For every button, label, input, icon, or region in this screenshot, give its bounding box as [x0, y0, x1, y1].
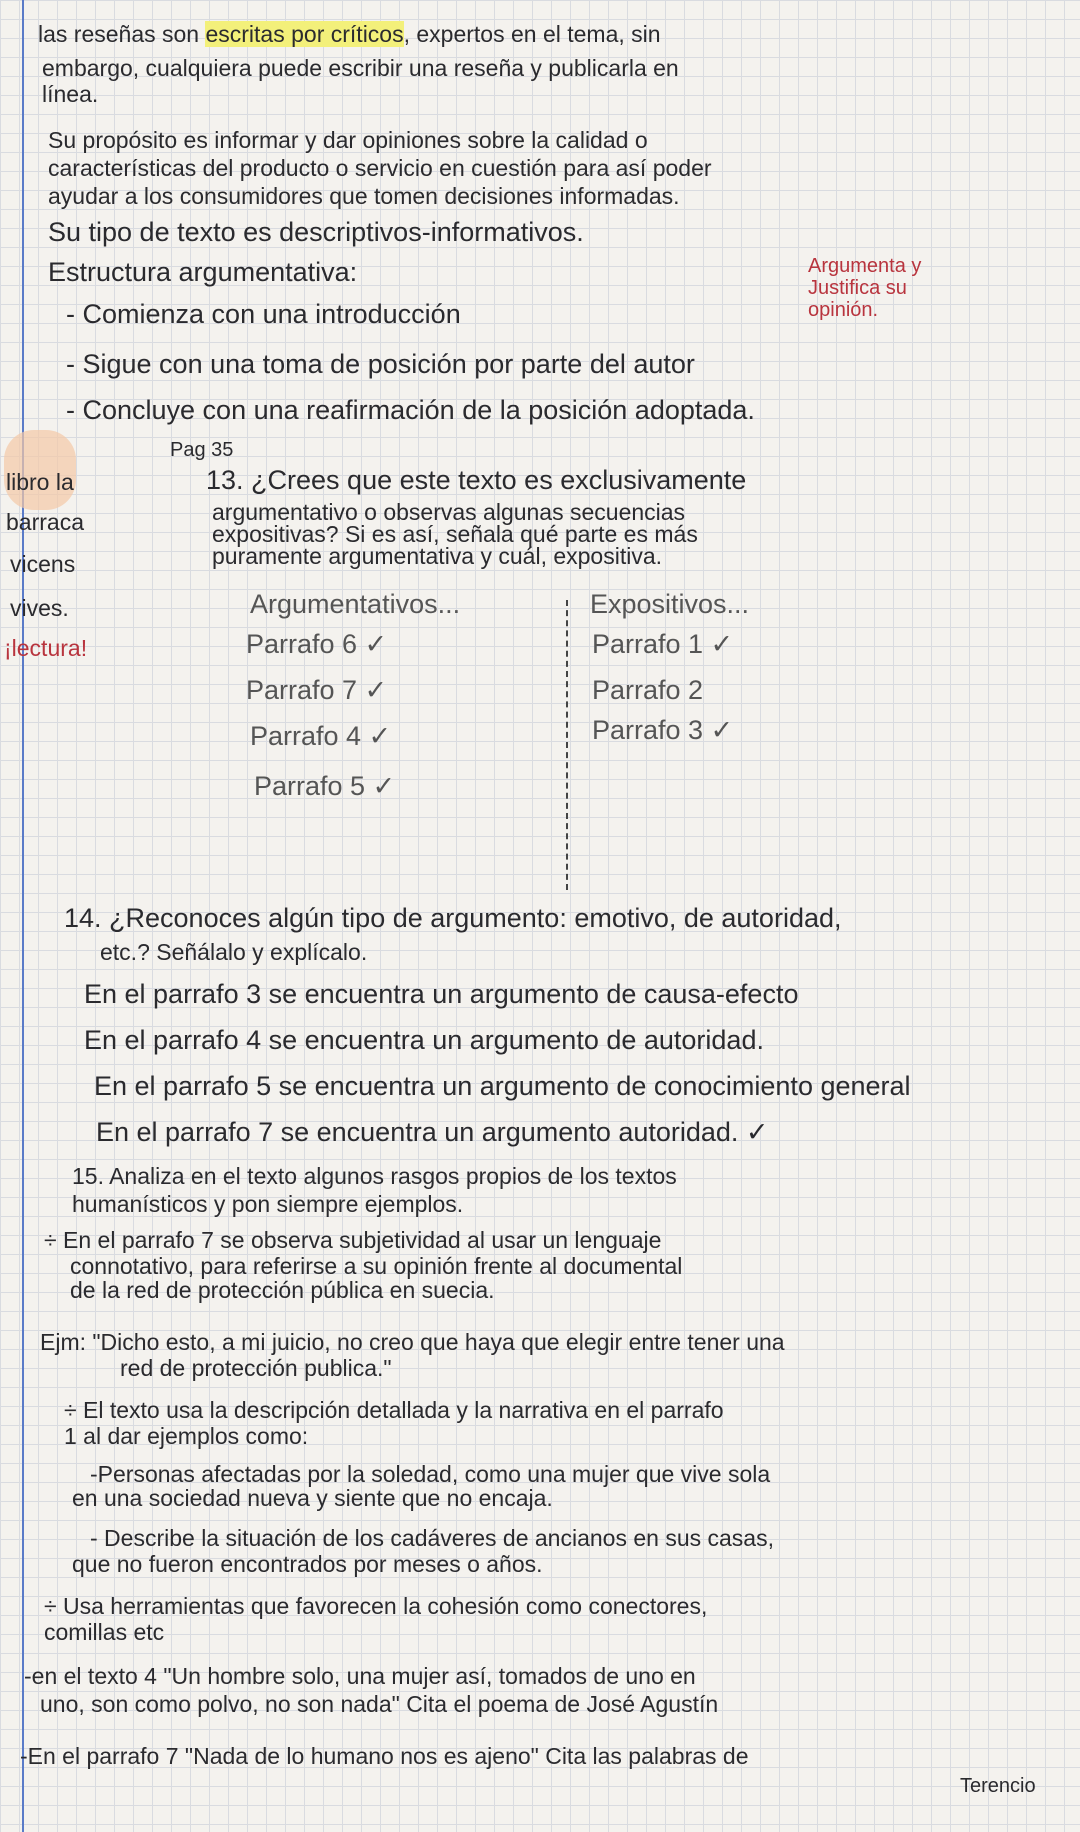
- purpose-line: características del producto o servicio en cuestión para así poder: [48, 155, 712, 181]
- side-note: vives.: [10, 595, 69, 621]
- question-14: etc.? Señálalo y explícalo.: [100, 939, 368, 965]
- column-divider: [566, 600, 568, 890]
- side-note-lectura: ¡lectura!: [4, 635, 88, 661]
- q15-example: que no fueron encontrados por meses o años.: [72, 1551, 543, 1577]
- question-13: argumentativo o observas algunas secuencias: [212, 499, 686, 525]
- arg-header: Argumentativos...: [250, 589, 461, 619]
- purpose-line: Su propósito es informar y dar opiniones sobre la calidad o: [48, 127, 648, 153]
- exp-item: Parrafo 1 ✓: [592, 629, 734, 659]
- q15-example: uno, son como polvo, no son nada" Cita el poema de José Agustín: [40, 1691, 719, 1717]
- margin-note: Argumenta y: [808, 255, 922, 277]
- question-15: humanísticos y pon siempre ejemplos.: [72, 1191, 464, 1217]
- structure-item: - Comienza con una introducción: [66, 299, 461, 329]
- arg-item: Parrafo 4 ✓: [250, 721, 392, 751]
- arg-item: Parrafo 5 ✓: [254, 771, 396, 801]
- structure-item: - Sigue con una toma de posición por parte del autor: [66, 349, 695, 379]
- margin-note: opinión.: [808, 299, 879, 321]
- q15-answer: comillas etc: [44, 1619, 165, 1645]
- intro-text: las reseñas son: [38, 21, 206, 47]
- structure-heading: Estructura argumentativa:: [48, 257, 358, 287]
- q15-example: - Describe la situación de los cadáveres de ancianos en sus casas,: [90, 1525, 774, 1551]
- highlighted-text: escritas por críticos: [205, 21, 404, 47]
- page-reference: Pag 35: [170, 439, 234, 461]
- side-note: vicens: [10, 551, 76, 577]
- side-note: barraca: [6, 509, 84, 535]
- structure-item: - Concluye con una reafirmación de la posición adoptada.: [66, 395, 755, 425]
- q14-answer: En el parrafo 7 se encuentra un argumento autoridad. ✓: [96, 1117, 769, 1147]
- q15-example: -En el parrafo 7 "Nada de lo humano nos es ajeno" Cita las palabras de: [20, 1743, 749, 1769]
- q15-example: -Personas afectadas por la soledad, como una mujer que vive sola: [90, 1461, 771, 1487]
- q15-example: -en el texto 4 "Un hombre solo, una mujer así, tomados de uno en: [24, 1663, 696, 1689]
- question-14: 14. ¿Reconoces algún tipo de argumento: emotivo, de autoridad,: [64, 903, 842, 933]
- q15-answer: 1 al dar ejemplos como:: [64, 1423, 309, 1449]
- question-13: puramente argumentativa y cuál, expositiva.: [212, 543, 663, 569]
- margin-note: Justifica su: [808, 277, 907, 299]
- q15-example: en una sociedad nueva y siente que no encaja.: [72, 1485, 553, 1511]
- example-quote: red de protección publica.": [120, 1355, 392, 1381]
- q15-example: Terencio: [960, 1775, 1036, 1797]
- intro-line-2: embargo, cualquiera puede escribir una reseña y publicarla en: [42, 55, 679, 81]
- q15-answer: ÷ Usa herramientas que favorecen la cohesión como conectores,: [44, 1593, 708, 1619]
- purpose-line: ayudar a los consumidores que tomen decisiones informadas.: [48, 183, 680, 209]
- q15-answer: ÷ El texto usa la descripción detallada y la narrativa en el parrafo: [64, 1397, 724, 1423]
- intro-text: , expertos en el tema, sin: [403, 21, 661, 47]
- question-15: 15. Analiza en el texto algunos rasgos propios de los textos: [72, 1163, 677, 1189]
- q15-answer: ÷ En el parrafo 7 se observa subjetividad al usar un lenguaje: [44, 1227, 662, 1253]
- side-note: libro la: [6, 469, 74, 495]
- exp-header: Expositivos...: [590, 589, 750, 619]
- exp-item: Parrafo 2: [592, 675, 704, 705]
- q14-answer: En el parrafo 3 se encuentra un argumento de causa-efecto: [84, 979, 799, 1009]
- example-quote: Ejm: "Dicho esto, a mi juicio, no creo que haya que elegir entre tener una: [40, 1329, 785, 1355]
- q15-answer: connotativo, para referirse a su opinión frente al documental: [70, 1253, 683, 1279]
- arg-item: Parrafo 6 ✓: [246, 629, 388, 659]
- exp-item: Parrafo 3 ✓: [592, 715, 734, 745]
- q15-answer: de la red de protección pública en suecia.: [70, 1277, 495, 1303]
- question-13: expositivas? Si es así, señala qué parte es más: [212, 521, 698, 547]
- q14-answer: En el parrafo 5 se encuentra un argumento de conocimiento general: [94, 1071, 911, 1101]
- q14-answer: En el parrafo 4 se encuentra un argumento de autoridad.: [84, 1025, 764, 1055]
- intro-line-3: línea.: [42, 81, 99, 107]
- intro-line-1: [38, 22, 1074, 46]
- question-13: 13. ¿Crees que este texto es exclusivamente: [206, 465, 747, 495]
- arg-item: Parrafo 7 ✓: [246, 675, 388, 705]
- notebook-margin-line: [22, 0, 24, 1832]
- text-type-line: Su tipo de texto es descriptivos-informativos.: [48, 217, 584, 247]
